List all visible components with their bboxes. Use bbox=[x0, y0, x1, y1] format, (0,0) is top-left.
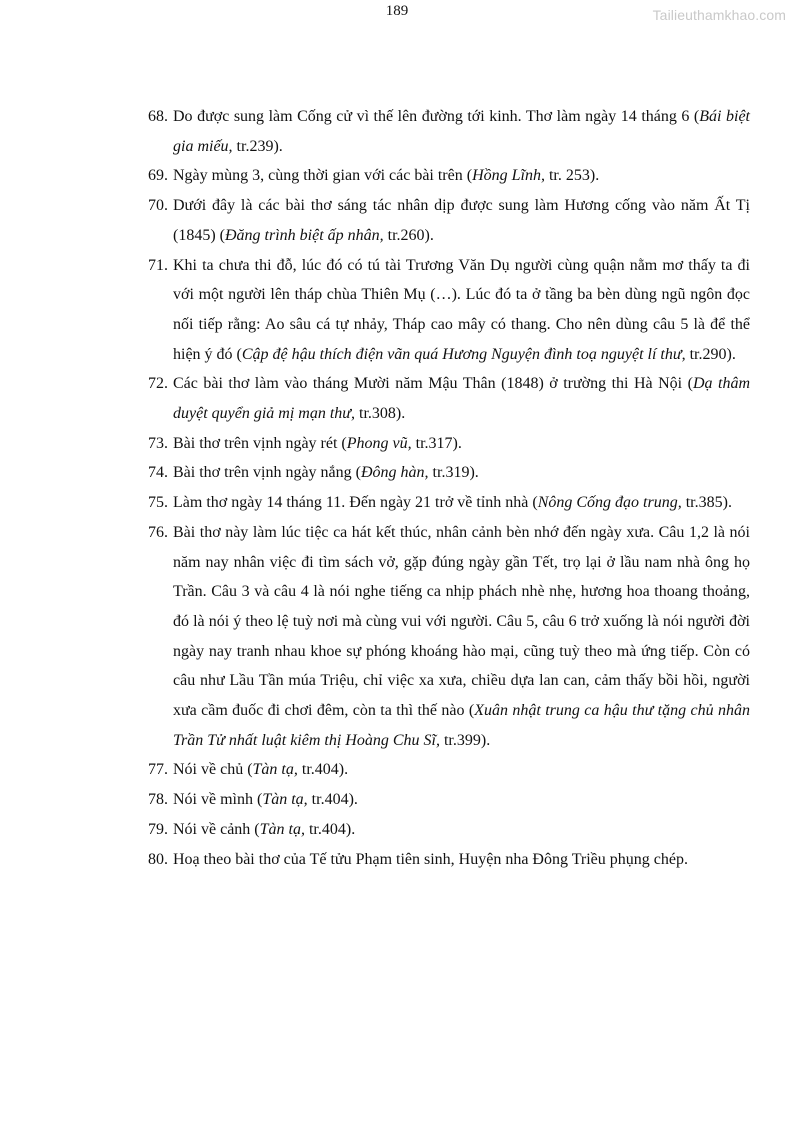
footnote-text bbox=[173, 369, 750, 428]
footnote-number: 74. bbox=[148, 464, 168, 482]
cited-work-title: Xuân nhật trung ca hậu thư tặng chủ nhân Trần Tử nhất luật kiêm thị Hoàng Chu Sĩ, bbox=[173, 702, 750, 749]
footnote-item bbox=[148, 429, 750, 459]
footnote-text-run: Bài thơ này làm lúc tiệc ca hát kết thúc, nhân cảnh bèn nhớ đến ngày xưa. Câu 1,2 là nói năm nay nhân việc đi tìm sách vở, gặp đúng ngày gần Tết, trọ lại ở lầu nam nhà ông họ Trần. Câu 3 và câu 4 là nói nghe tiếng ca nhịp phách nhè nhẹ, hương hoa thoang thoảng, đó là nói ý theo lệ tuỳ nơi mà cùng vui với người. Câu 5, câu 6 trở xuống là nói người đời ngày nay tranh nhau khoe sự phóng khoáng hào mại, cũng tuỳ theo mà ứng tiếp. Còn có câu như Lầu Tần múa Triệu, chỉ việc xa xưa, chiều dựa lan can, cảm thấy bồi hồi, người xưa cầm đuốc đi chơi đêm, còn ta thì thế nào ( bbox=[173, 523, 750, 720]
footnote-number: 80. bbox=[148, 850, 168, 868]
cited-work-title: Dạ thâm duyệt quyển giả mị mạn thư, bbox=[173, 375, 750, 423]
footnote-text bbox=[173, 161, 750, 191]
footnote-text-run: Các bài thơ làm vào tháng Mười năm Mậu Thân (1848) ở trường thi Hà Nội ( bbox=[173, 375, 693, 393]
footnote-number: 73. bbox=[148, 434, 168, 452]
footnote-text-run: tr.290). bbox=[685, 345, 736, 363]
footnote-text bbox=[173, 102, 750, 161]
footnote-text-run: Làm thơ ngày 14 tháng 11. Đến ngày 21 trở về tỉnh nhà ( bbox=[173, 494, 538, 512]
footnote-number: 70. bbox=[148, 197, 168, 215]
footnote-text bbox=[173, 845, 750, 875]
footnote-number: 72. bbox=[148, 375, 168, 393]
footnote-text bbox=[173, 785, 750, 815]
footnote-number: 68. bbox=[148, 108, 168, 125]
footnote-number: 77. bbox=[148, 761, 168, 779]
footnote-item bbox=[148, 488, 750, 518]
cited-work-title: Tàn tạ, bbox=[252, 761, 298, 779]
footnote-number: 76. bbox=[148, 523, 168, 541]
footnote-text-run: Bài thơ trên vịnh ngày nắng ( bbox=[173, 464, 361, 482]
footnote-text-run: Do được sung làm Cống cử vì thế lên đường tới kinh. Thơ làm ngày 14 tháng 6 ( bbox=[173, 108, 700, 125]
footnote-item bbox=[148, 161, 750, 191]
footnote-item bbox=[148, 191, 750, 250]
footnote-text-run: Nói về mình ( bbox=[173, 791, 263, 809]
footnote-text bbox=[173, 251, 750, 370]
footnote-text-run: Hoạ theo bài thơ của Tế tửu Phạm tiên sinh, Huyện nha Đông Triều phụng chép. bbox=[173, 850, 688, 868]
footnote-text bbox=[173, 429, 750, 459]
footnote-text bbox=[173, 815, 750, 845]
footnote-text-run: tr.404). bbox=[297, 761, 349, 779]
cited-work-title: Nông Cống đạo trung, bbox=[537, 494, 682, 512]
footnote-text-run: tr.260). bbox=[383, 226, 434, 244]
footnote-item bbox=[148, 458, 750, 488]
cited-work-title: Đông hàn, bbox=[360, 464, 429, 482]
footnote-text-run: tr.404). bbox=[304, 820, 356, 838]
cited-work-title: Hồng Lĩnh, bbox=[472, 167, 545, 185]
footnote-text-run: tr.399). bbox=[439, 731, 491, 749]
footnote-text-run: Nói về chủ ( bbox=[173, 761, 253, 779]
cited-work-title: Tàn tạ, bbox=[259, 820, 305, 838]
footnote-text bbox=[173, 191, 750, 250]
cited-work-title: Bái biệt gia miếu, bbox=[173, 108, 750, 155]
footnote-item bbox=[148, 102, 750, 161]
watermark: Tailieuthamkhao.com bbox=[652, 7, 786, 23]
footnote-text-run: tr.385). bbox=[681, 494, 732, 512]
footnote-text-run: tr.317). bbox=[411, 434, 462, 452]
footnote-text-run: Khi ta chưa thi đỗ, lúc đó có tú tài Trương Văn Dụ người cùng quận nằm mơ thấy ta đi với một người lên tháp chùa Thiên Mụ (…). Lúc đó ta ở tầng ba bèn dùng ngũ ngôn đọc nối tiếp rằng: Ao sâu cá tự nhảy, Tháp cao mây có thang. Cho nên dùng câu 5 là để thể hiện ý đó ( bbox=[173, 256, 750, 363]
footnote-text-run: Dưới đây là các bài thơ sáng tác nhân dịp được sung làm Hương cống vào năm Ất Tị (1845) ( bbox=[173, 197, 750, 244]
cited-work-title: Tàn tạ, bbox=[262, 791, 308, 809]
footnote-item bbox=[148, 845, 750, 875]
footnote-text-run: Ngày mùng 3, cùng thời gian với các bài trên ( bbox=[173, 167, 473, 185]
cited-work-title: Cập đệ hậu thích điện vãn quá Hương Nguyện đình toạ nguyệt lí thư, bbox=[241, 345, 686, 363]
footnote-text-run: tr.239). bbox=[232, 137, 283, 155]
footnote-list bbox=[148, 102, 750, 874]
footnote-item bbox=[148, 518, 750, 756]
footnote-item bbox=[148, 785, 750, 815]
cited-work-title: Phong vũ, bbox=[346, 434, 412, 452]
footnote-number: 78. bbox=[148, 791, 168, 809]
cited-work-title: Đăng trình biệt ấp nhân, bbox=[224, 226, 384, 244]
footnote-text-run: Nói về cảnh ( bbox=[173, 820, 260, 838]
footnote-text bbox=[173, 755, 750, 785]
footnote-number: 75. bbox=[148, 494, 168, 512]
footnote-text-run: Bài thơ trên vịnh ngày rét ( bbox=[173, 434, 347, 452]
page-number: 189 bbox=[385, 3, 409, 19]
footnote-text-run: tr.404). bbox=[307, 791, 358, 809]
footnote-text bbox=[173, 488, 750, 518]
footnote-item bbox=[148, 251, 750, 370]
footnote-text bbox=[173, 518, 750, 756]
footnote-text-run: tr.308). bbox=[355, 405, 406, 423]
footnote-text-run: tr. 253). bbox=[544, 167, 600, 185]
footnote-text bbox=[173, 458, 750, 488]
footnote-item bbox=[148, 369, 750, 428]
footnote-number: 79. bbox=[148, 820, 168, 838]
footnote-item bbox=[148, 815, 750, 845]
footnote-number: 69. bbox=[148, 167, 168, 185]
footnote-text-run: tr.319). bbox=[428, 464, 479, 482]
footnote-number: 71. bbox=[148, 256, 168, 274]
footnote-item bbox=[148, 755, 750, 785]
